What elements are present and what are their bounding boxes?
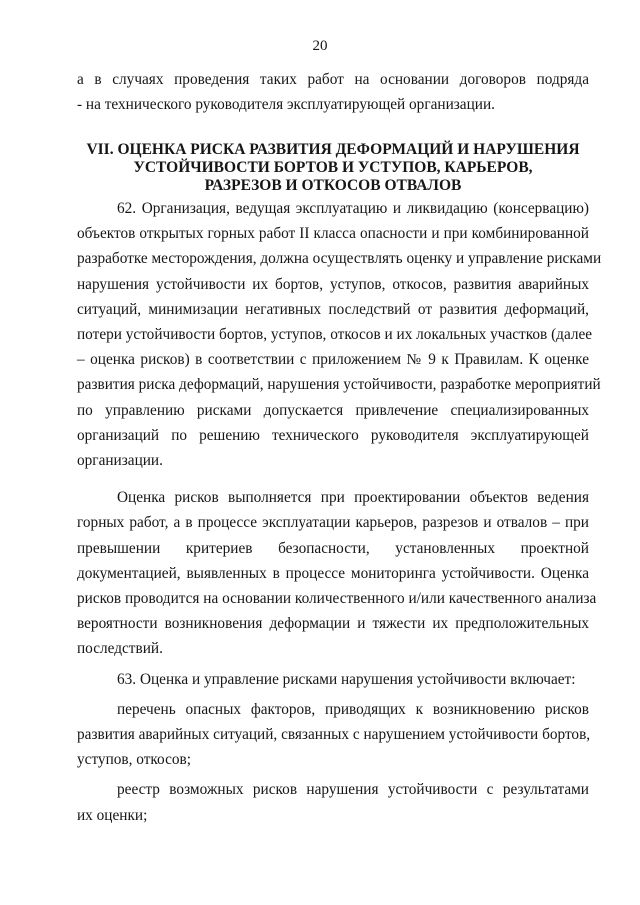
text-line: нарушения устойчивости их бортов, уступов, откосов, развития аварийных bbox=[77, 275, 589, 293]
main-text bbox=[77, 196, 602, 828]
text-line: ситуаций, минимизации негативных последствий от развития деформаций, bbox=[77, 300, 589, 318]
heading-line: РАЗРЕЗОВ И ОТКОСОВ ОТВАЛОВ bbox=[204, 177, 462, 194]
text-line: документацией, выявленных в процессе мониторинга устойчивости. Оценка bbox=[77, 564, 589, 582]
text-line: объектов открытых горных работ II класса опасности и при комбинированной bbox=[77, 225, 589, 243]
page-number: 20 bbox=[312, 38, 328, 54]
text-line: 62. Организация, ведущая эксплуатацию и ликвидацию (консервацию) bbox=[117, 200, 589, 217]
list-item-registry bbox=[77, 777, 589, 827]
text-line: реестр возможных рисков нарушения устойчивости с результатами bbox=[117, 781, 589, 799]
paragraph-63 bbox=[77, 667, 589, 692]
text-line: 63. Оценка и управление рисками нарушения устойчивости включает: bbox=[117, 670, 576, 688]
text-line: горных работ, а в процессе эксплуатации карьеров, разрезов и отвалов – при bbox=[77, 514, 589, 532]
text-line: по управлению рисками допускается привлечение специализированных bbox=[77, 401, 589, 419]
text-line: организаций по решению технического руководителя эксплуатирующей bbox=[77, 426, 589, 444]
text-line: превышении критериев безопасности, установленных проектной bbox=[77, 539, 589, 557]
text-line: потери устойчивости бортов, уступов, откосов и их локальных участков (далее bbox=[77, 326, 593, 344]
text-line: развития риска деформаций, нарушения устойчивости, разработке мероприятий bbox=[77, 376, 601, 394]
text-line: Оценка рисков выполняется при проектировании объектов ведения bbox=[117, 489, 589, 507]
text-line: уступов, откосов; bbox=[77, 751, 192, 769]
continuation-text bbox=[77, 67, 589, 117]
text-line: – оценка рисков) в соответствии с приложением № 9 к Правилам. К оценке bbox=[77, 351, 589, 369]
text-line: рисков проводится на основании количественного и/или качественного анализа bbox=[77, 590, 597, 608]
paragraph-62 bbox=[77, 196, 602, 473]
section-heading bbox=[77, 141, 589, 195]
heading-line: VII. ОЦЕНКА РИСКА РАЗВИТИЯ ДЕФОРМАЦИЙ И НАРУШЕНИЯ bbox=[86, 141, 580, 158]
text-line: организации. bbox=[77, 452, 163, 470]
text-line: а в случаях проведения таких работ на основании договоров подряда bbox=[77, 71, 589, 88]
text-line: их оценки; bbox=[77, 806, 148, 824]
text-line: вероятности возникновения деформации и тяжести их предположительных bbox=[77, 615, 589, 633]
heading-line: УСТОЙЧИВОСТИ БОРТОВ И УСТУПОВ, КАРЬЕРОВ, bbox=[133, 159, 533, 176]
text-line: - на технического руководителя эксплуатирующей организации. bbox=[77, 96, 495, 114]
paragraph-assessment bbox=[77, 485, 597, 661]
list-item-hazards bbox=[77, 697, 589, 773]
text-line: перечень опасных факторов, приводящих к возникновению рисков bbox=[117, 700, 589, 718]
text-line: развития аварийных ситуаций, связанных с нарушением устойчивости бортов, bbox=[77, 726, 591, 744]
text-line: последствий. bbox=[77, 640, 163, 658]
text-line: разработке месторождения, должна осуществлять оценку и управление рисками bbox=[77, 250, 602, 268]
